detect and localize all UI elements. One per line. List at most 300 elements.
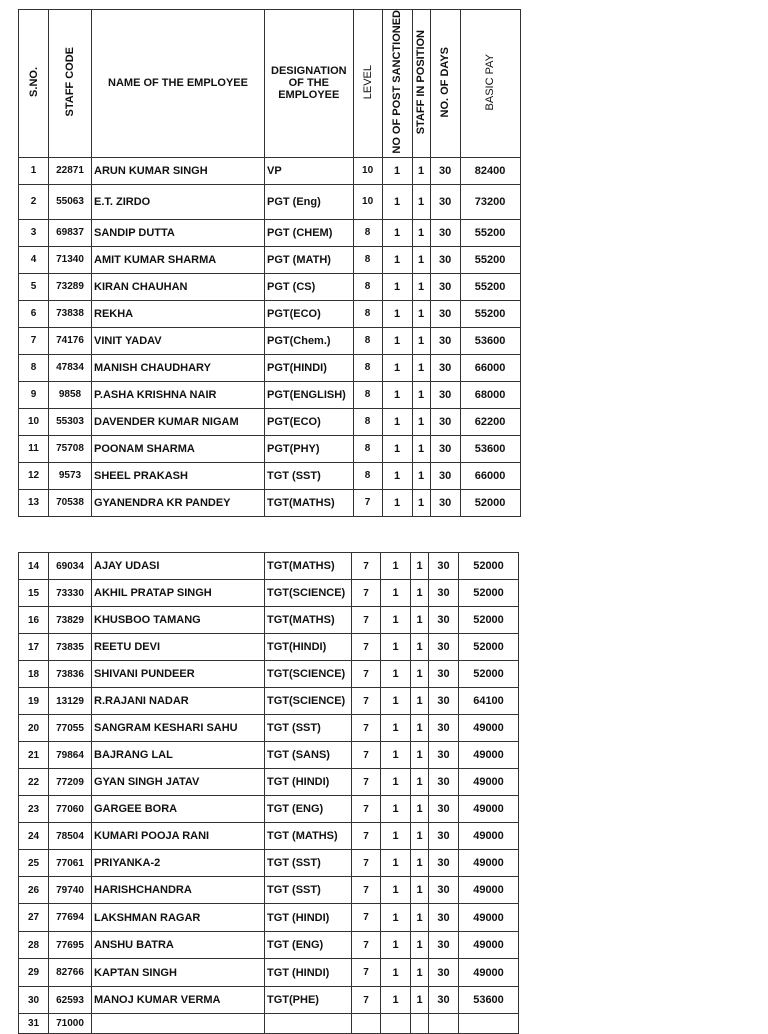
staff-in-position-cell: 1 <box>412 462 430 489</box>
staff-code-cell: 77694 <box>49 904 92 932</box>
employee-name-cell: KAPTAN SINGH <box>92 959 265 987</box>
level-cell: 7 <box>352 823 381 850</box>
level-cell: 7 <box>353 489 382 516</box>
table-row <box>19 877 519 904</box>
employee-name-cell: GYANENDRA KR PANDEY <box>92 489 265 516</box>
employee-name-cell: ANSHU BATRA <box>92 932 265 959</box>
designation-cell: PGT (MATH) <box>265 246 354 273</box>
staff-code-cell: 71340 <box>49 246 92 273</box>
days-cell: 30 <box>430 184 460 219</box>
level-cell: 8 <box>353 435 382 462</box>
designation-cell: PGT(ENGLISH) <box>265 381 354 408</box>
table-row <box>19 157 521 184</box>
staff-in-position-cell: 1 <box>412 381 430 408</box>
posts-sanctioned-cell: 1 <box>381 932 411 959</box>
designation-cell: TGT (SST) <box>265 715 352 742</box>
designation-cell: TGT (HINDI) <box>265 769 352 796</box>
employee-name-cell: MANISH CHAUDHARY <box>92 354 265 381</box>
staff-in-position-cell: 1 <box>411 688 429 715</box>
basic-pay-cell: 49000 <box>459 877 519 904</box>
employee-name-cell: HARISHCHANDRA <box>92 877 265 904</box>
table-row <box>19 580 519 607</box>
posts-sanctioned-cell: 1 <box>381 850 411 877</box>
staff-in-position-cell: 1 <box>412 300 430 327</box>
employee-name-cell: E.T. ZIRDO <box>92 184 265 219</box>
basic-pay-cell: 52000 <box>459 553 519 580</box>
table-row <box>19 932 519 959</box>
header-row <box>19 10 521 158</box>
posts-sanctioned-cell: 1 <box>381 959 411 987</box>
table-row <box>19 607 519 634</box>
posts-sanctioned-cell: 1 <box>381 634 411 661</box>
posts-sanctioned-cell: 1 <box>382 273 412 300</box>
basic-pay-cell: 55200 <box>460 219 520 246</box>
staff-in-position-cell: 1 <box>412 354 430 381</box>
basic-pay-cell: 53600 <box>459 987 519 1014</box>
sno-cell: 19 <box>19 688 49 715</box>
table-row <box>19 987 519 1014</box>
designation-cell: PGT(ECO) <box>265 408 354 435</box>
staff-in-position-cell: 1 <box>411 580 429 607</box>
employee-name-cell: BAJRANG LAL <box>92 742 265 769</box>
basic-pay-cell: 52000 <box>459 634 519 661</box>
sno-cell: 17 <box>19 634 49 661</box>
posts-sanctioned-cell: 1 <box>382 300 412 327</box>
designation-cell: TGT(MATHS) <box>265 607 352 634</box>
posts-sanctioned-cell: 1 <box>382 184 412 219</box>
header-basic-pay: BASIC PAY <box>460 10 520 158</box>
basic-pay-cell: 52000 <box>459 661 519 688</box>
staff-in-position-cell: 1 <box>411 661 429 688</box>
table-row <box>19 850 519 877</box>
level-cell: 7 <box>352 932 381 959</box>
staff-in-position-cell: 1 <box>412 246 430 273</box>
sno-cell: 8 <box>19 354 49 381</box>
staff-in-position-cell: 1 <box>411 715 429 742</box>
staff-in-position-cell: 1 <box>411 553 429 580</box>
sno-cell: 13 <box>19 489 49 516</box>
days-cell: 30 <box>429 634 459 661</box>
level-cell: 8 <box>353 273 382 300</box>
employee-name-cell: PRIYANKA-2 <box>92 850 265 877</box>
staff-code-cell: 47834 <box>49 354 92 381</box>
basic-pay-cell: 49000 <box>459 932 519 959</box>
level-cell: 7 <box>352 850 381 877</box>
staff-code-cell: 73289 <box>49 273 92 300</box>
table-row <box>19 489 521 516</box>
staff-code-cell: 9858 <box>49 381 92 408</box>
basic-pay-cell: 52000 <box>460 489 520 516</box>
staff-in-position-cell: 1 <box>411 987 429 1014</box>
staff-in-position-cell: 1 <box>412 273 430 300</box>
level-cell: 7 <box>352 904 381 932</box>
basic-pay-cell: 49000 <box>459 769 519 796</box>
days-cell: 30 <box>430 327 460 354</box>
days-cell: 30 <box>430 246 460 273</box>
table-row <box>19 219 521 246</box>
sno-cell: 6 <box>19 300 49 327</box>
staff-code-cell: 73829 <box>49 607 92 634</box>
employee-name-cell: ARUN KUMAR SINGH <box>92 157 265 184</box>
level-cell: 8 <box>353 408 382 435</box>
sno-cell: 15 <box>19 580 49 607</box>
sno-cell: 18 <box>19 661 49 688</box>
posts-sanctioned-cell: 1 <box>381 580 411 607</box>
posts-sanctioned-cell: 1 <box>382 246 412 273</box>
designation-cell: TGT (HINDI) <box>265 904 352 932</box>
staff-in-position-cell: 1 <box>411 877 429 904</box>
days-cell: 30 <box>429 877 459 904</box>
days-cell: 30 <box>430 157 460 184</box>
level-cell: 7 <box>352 607 381 634</box>
days-cell: 30 <box>429 769 459 796</box>
days-cell: 30 <box>429 796 459 823</box>
staff-in-position-cell: 1 <box>412 408 430 435</box>
table-row <box>19 273 521 300</box>
days-cell: 30 <box>429 661 459 688</box>
basic-pay-cell: 68000 <box>460 381 520 408</box>
level-cell: 7 <box>352 877 381 904</box>
days-cell: 30 <box>430 354 460 381</box>
table-row <box>19 715 519 742</box>
designation-cell: PGT(ECO) <box>265 300 354 327</box>
days-cell: 30 <box>430 300 460 327</box>
posts-sanctioned-cell: 1 <box>382 157 412 184</box>
staff-code-cell: 55063 <box>49 184 92 219</box>
designation-cell: TGT (SST) <box>265 462 354 489</box>
staff-in-position-cell: 1 <box>411 823 429 850</box>
posts-sanctioned-cell: 1 <box>381 796 411 823</box>
days-cell: 30 <box>430 462 460 489</box>
table-row <box>19 327 521 354</box>
basic-pay-cell: 49000 <box>459 959 519 987</box>
days-cell: 30 <box>429 553 459 580</box>
posts-sanctioned-cell: 1 <box>382 408 412 435</box>
sno-cell: 22 <box>19 769 49 796</box>
table-row <box>19 408 521 435</box>
table-row <box>19 742 519 769</box>
posts-sanctioned-cell: 1 <box>382 435 412 462</box>
table-row <box>19 381 521 408</box>
posts-sanctioned-cell: 1 <box>381 661 411 688</box>
table-row <box>19 184 521 219</box>
sno-cell: 3 <box>19 219 49 246</box>
basic-pay-cell: 53600 <box>460 435 520 462</box>
table-row <box>19 354 521 381</box>
basic-pay-cell: 53600 <box>460 327 520 354</box>
days-cell: 30 <box>430 489 460 516</box>
staff-in-position-cell: 1 <box>412 157 430 184</box>
staff-code-cell: 79864 <box>49 742 92 769</box>
basic-pay-cell: 49000 <box>459 742 519 769</box>
staff-in-position-cell: 1 <box>411 850 429 877</box>
staff-code-cell: 70538 <box>49 489 92 516</box>
table-row <box>19 823 519 850</box>
sno-cell: 11 <box>19 435 49 462</box>
header-staff-in-position: STAFF IN POSITION <box>412 10 430 158</box>
designation-cell: PGT (CS) <box>265 273 354 300</box>
level-cell: 8 <box>353 462 382 489</box>
employee-name-cell: KUMARI POOJA RANI <box>92 823 265 850</box>
days-cell: 30 <box>429 580 459 607</box>
staff-code-cell: 77695 <box>49 932 92 959</box>
employee-name-cell: MANOJ KUMAR VERMA <box>92 987 265 1014</box>
level-cell: 7 <box>352 715 381 742</box>
table-row <box>19 246 521 273</box>
staff-code-cell: 73835 <box>49 634 92 661</box>
designation-cell: PGT (Eng) <box>265 184 354 219</box>
employee-name-cell: R.RAJANI NADAR <box>92 688 265 715</box>
sno-cell: 20 <box>19 715 49 742</box>
staff-code-cell: 22871 <box>49 157 92 184</box>
basic-pay-cell: 55200 <box>460 300 520 327</box>
posts-sanctioned-cell: 1 <box>382 219 412 246</box>
header-posts: NO OF POST SANCTIONED <box>382 10 412 158</box>
staff-in-position-cell: 1 <box>411 796 429 823</box>
designation-cell: TGT(MATHS) <box>265 553 352 580</box>
employee-name-cell: GYAN SINGH JATAV <box>92 769 265 796</box>
level-cell: 8 <box>353 219 382 246</box>
basic-pay-cell: 64100 <box>459 688 519 715</box>
level-cell: 7 <box>352 580 381 607</box>
days-cell: 30 <box>430 219 460 246</box>
staff-code-cell: 77055 <box>49 715 92 742</box>
basic-pay-cell: 82400 <box>460 157 520 184</box>
designation-cell: VP <box>265 157 354 184</box>
days-cell: 30 <box>430 381 460 408</box>
staff-code-cell: 71000 <box>49 1014 92 1034</box>
employee-name-cell: REETU DEVI <box>92 634 265 661</box>
staff-table-page-1 <box>18 9 521 517</box>
sno-cell: 28 <box>19 932 49 959</box>
staff-code-cell: 79740 <box>49 877 92 904</box>
days-cell: 30 <box>430 408 460 435</box>
staff-code-cell: 78504 <box>49 823 92 850</box>
days-cell: 30 <box>429 823 459 850</box>
staff-code-cell: 9573 <box>49 462 92 489</box>
staff-code-cell: 77061 <box>49 850 92 877</box>
posts-sanctioned-cell: 1 <box>381 769 411 796</box>
table-row <box>19 796 519 823</box>
designation-cell: TGT (ENG) <box>265 796 352 823</box>
designation-cell: PGT(HINDI) <box>265 354 354 381</box>
staff-in-position-cell: 1 <box>411 742 429 769</box>
staff-in-position-cell: 1 <box>412 489 430 516</box>
sno-cell: 31 <box>19 1014 49 1034</box>
level-cell: 7 <box>352 661 381 688</box>
posts-sanctioned-cell: 1 <box>382 354 412 381</box>
sno-cell: 16 <box>19 607 49 634</box>
employee-name-cell: P.ASHA KRISHNA NAIR <box>92 381 265 408</box>
level-cell: 7 <box>352 796 381 823</box>
designation-cell: PGT(PHY) <box>265 435 354 462</box>
posts-sanctioned-cell: 1 <box>381 823 411 850</box>
employee-name-cell: DAVENDER KUMAR NIGAM <box>92 408 265 435</box>
basic-pay-cell: 52000 <box>459 580 519 607</box>
days-cell: 30 <box>429 932 459 959</box>
table-row <box>19 462 521 489</box>
staff-code-cell: 73838 <box>49 300 92 327</box>
level-cell: 8 <box>353 381 382 408</box>
basic-pay-cell: 49000 <box>459 715 519 742</box>
staff-code-cell: 69034 <box>49 553 92 580</box>
employee-name-cell: AKHIL PRATAP SINGH <box>92 580 265 607</box>
level-cell: 10 <box>353 157 382 184</box>
posts-sanctioned-cell: 1 <box>382 327 412 354</box>
posts-sanctioned-cell: 1 <box>381 742 411 769</box>
staff-table-page-2 <box>18 552 519 1034</box>
level-cell: 7 <box>352 769 381 796</box>
days-cell: 30 <box>430 435 460 462</box>
level-cell: 8 <box>353 300 382 327</box>
employee-name-cell: POONAM SHARMA <box>92 435 265 462</box>
level-cell: 7 <box>352 987 381 1014</box>
basic-pay-cell: 55200 <box>460 273 520 300</box>
posts-sanctioned-cell: 1 <box>381 877 411 904</box>
sno-cell: 5 <box>19 273 49 300</box>
employee-name-cell: KIRAN CHAUHAN <box>92 273 265 300</box>
basic-pay-cell: 55200 <box>460 246 520 273</box>
staff-in-position-cell: 1 <box>411 904 429 932</box>
level-cell: 7 <box>352 553 381 580</box>
header-staff-code: STAFF CODE <box>49 10 92 158</box>
staff-in-position-cell: 1 <box>411 634 429 661</box>
staff-code-cell: 77209 <box>49 769 92 796</box>
days-cell: 30 <box>429 987 459 1014</box>
days-cell: 30 <box>429 742 459 769</box>
staff-in-position-cell: 1 <box>411 959 429 987</box>
basic-pay-cell: 62200 <box>460 408 520 435</box>
level-cell: 8 <box>353 354 382 381</box>
header-sno: S.NO. <box>19 10 49 158</box>
posts-sanctioned-cell: 1 <box>381 904 411 932</box>
designation-cell: PGT(Chem.) <box>265 327 354 354</box>
days-cell: 30 <box>430 273 460 300</box>
staff-in-position-cell: 1 <box>411 769 429 796</box>
table-row <box>19 553 519 580</box>
designation-cell: PGT (CHEM) <box>265 219 354 246</box>
staff-code-cell: 75708 <box>49 435 92 462</box>
sno-cell: 1 <box>19 157 49 184</box>
level-cell: 10 <box>353 184 382 219</box>
level-cell: 7 <box>352 742 381 769</box>
header-name: NAME OF THE EMPLOYEE <box>92 10 265 158</box>
sno-cell: 23 <box>19 796 49 823</box>
staff-code-cell: 62593 <box>49 987 92 1014</box>
days-cell: 30 <box>429 607 459 634</box>
sno-cell: 4 <box>19 246 49 273</box>
employee-name-cell: KHUSBOO TAMANG <box>92 607 265 634</box>
days-cell: 30 <box>429 904 459 932</box>
table-row <box>19 435 521 462</box>
sno-cell: 14 <box>19 553 49 580</box>
staff-in-position-cell: 1 <box>412 219 430 246</box>
level-cell: 8 <box>353 327 382 354</box>
employee-name-cell: SANDIP DUTTA <box>92 219 265 246</box>
header-designation: DESIGNATION OF THE EMPLOYEE <box>265 10 354 158</box>
designation-cell: TGT(HINDI) <box>265 634 352 661</box>
posts-sanctioned-cell: 1 <box>382 489 412 516</box>
table-row <box>19 634 519 661</box>
table-row <box>19 959 519 987</box>
staff-in-position-cell: 1 <box>411 607 429 634</box>
sno-cell: 9 <box>19 381 49 408</box>
employee-name-cell: VINIT YADAV <box>92 327 265 354</box>
sno-cell: 2 <box>19 184 49 219</box>
sno-cell: 29 <box>19 959 49 987</box>
staff-code-cell: 73836 <box>49 661 92 688</box>
header-level: LEVEL <box>353 10 382 158</box>
staff-code-cell: 13129 <box>49 688 92 715</box>
basic-pay-cell: 49000 <box>459 796 519 823</box>
posts-sanctioned-cell: 1 <box>381 607 411 634</box>
sno-cell: 27 <box>19 904 49 932</box>
posts-sanctioned-cell: 1 <box>382 462 412 489</box>
posts-sanctioned-cell: 1 <box>381 688 411 715</box>
basic-pay-cell: 73200 <box>460 184 520 219</box>
days-cell: 30 <box>429 715 459 742</box>
posts-sanctioned-cell: 1 <box>382 381 412 408</box>
staff-code-cell: 73330 <box>49 580 92 607</box>
staff-in-position-cell: 1 <box>411 932 429 959</box>
table-row <box>19 904 519 932</box>
sno-cell: 26 <box>19 877 49 904</box>
posts-sanctioned-cell: 1 <box>381 987 411 1014</box>
designation-cell: TGT (SANS) <box>265 742 352 769</box>
designation-cell: TGT(SCIENCE) <box>265 688 352 715</box>
designation-cell: TGT(PHE) <box>265 987 352 1014</box>
employee-name-cell: LAKSHMAN RAGAR <box>92 904 265 932</box>
sno-cell: 7 <box>19 327 49 354</box>
table-row <box>19 300 521 327</box>
table-row <box>19 661 519 688</box>
level-cell: 7 <box>352 634 381 661</box>
sno-cell: 25 <box>19 850 49 877</box>
employee-name-cell: AMIT KUMAR SHARMA <box>92 246 265 273</box>
designation-cell: TGT (HINDI) <box>265 959 352 987</box>
designation-cell: TGT (SST) <box>265 850 352 877</box>
designation-cell: TGT(SCIENCE) <box>265 580 352 607</box>
designation-cell: TGT (ENG) <box>265 932 352 959</box>
posts-sanctioned-cell: 1 <box>381 715 411 742</box>
basic-pay-cell: 49000 <box>459 850 519 877</box>
employee-name-cell: SHIVANI PUNDEER <box>92 661 265 688</box>
level-cell: 7 <box>352 688 381 715</box>
designation-cell: TGT(SCIENCE) <box>265 661 352 688</box>
sno-cell: 30 <box>19 987 49 1014</box>
sno-cell: 12 <box>19 462 49 489</box>
days-cell: 30 <box>429 959 459 987</box>
days-cell: 30 <box>429 850 459 877</box>
employee-name-cell: SHEEL PRAKASH <box>92 462 265 489</box>
basic-pay-cell: 66000 <box>460 354 520 381</box>
table-row <box>19 769 519 796</box>
days-cell: 30 <box>429 688 459 715</box>
employee-name-cell: REKHA <box>92 300 265 327</box>
designation-cell: TGT (MATHS) <box>265 823 352 850</box>
designation-cell: TGT (SST) <box>265 877 352 904</box>
employee-name-cell: SANGRAM KESHARI SAHU <box>92 715 265 742</box>
posts-sanctioned-cell: 1 <box>381 553 411 580</box>
staff-in-position-cell: 1 <box>412 327 430 354</box>
table-row <box>19 688 519 715</box>
staff-code-cell: 69837 <box>49 219 92 246</box>
level-cell: 8 <box>353 246 382 273</box>
sno-cell: 24 <box>19 823 49 850</box>
basic-pay-cell: 49000 <box>459 823 519 850</box>
staff-in-position-cell: 1 <box>412 184 430 219</box>
basic-pay-cell: 52000 <box>459 607 519 634</box>
